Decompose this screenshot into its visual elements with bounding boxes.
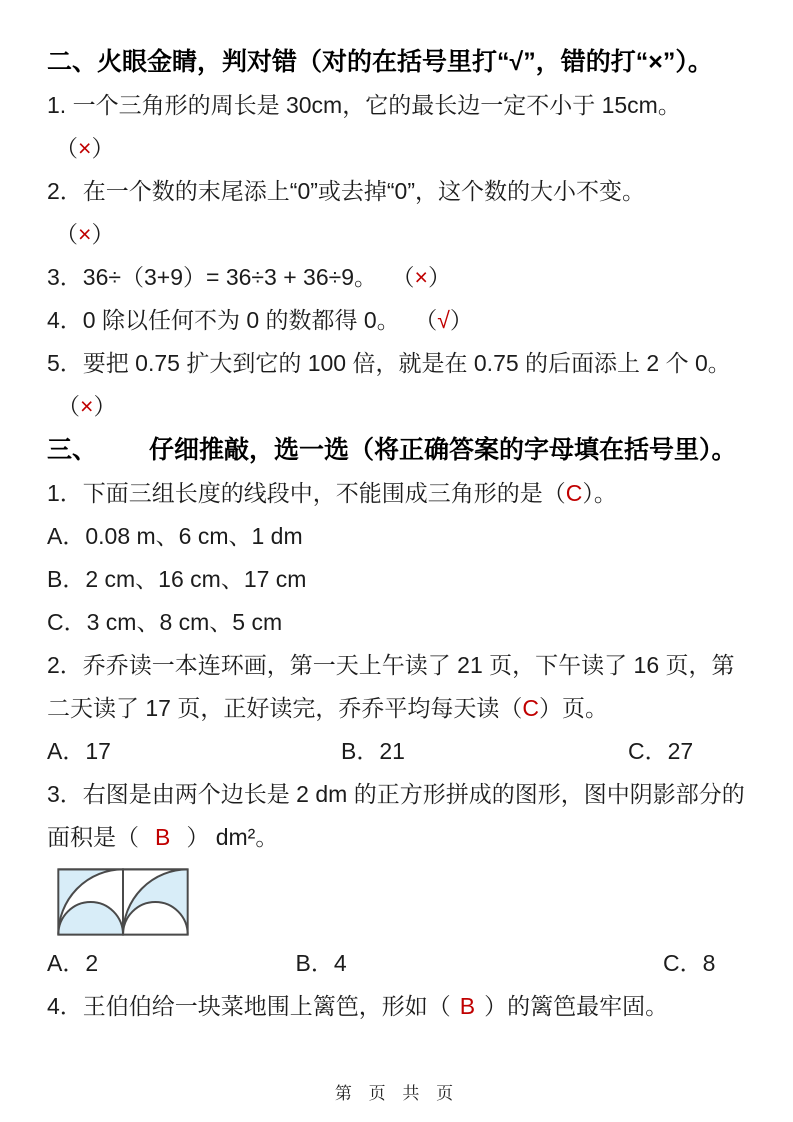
paren-open: （ [403,264,415,290]
tf-question-1 [47,84,747,127]
paren-open: （ [425,307,438,333]
paren-close: ） [93,393,117,419]
mc-question-1-text: 1．下面三组长度的线段中，不能围成三角形的是 [47,480,543,506]
answer-letter: C [522,695,539,721]
tf-question-3 [47,256,747,299]
paren-close: ） [91,135,115,161]
shaded-squares-figure [57,868,747,938]
mc-q1-option-a: A．0.08 m、6 cm、1 dm [47,523,303,549]
mc-q2-options-row [47,730,747,773]
tf-question-2-text: 2．在一个数的末尾添上“0”或去掉“0”，这个数的大小不变。 [47,178,646,204]
mc-q3-option-a: A．2 [47,950,99,976]
answer-mark: √ [437,307,450,333]
paren-close: ） [449,307,473,333]
two-squares-quarter-circle-figure [57,868,189,936]
mc-q1-option-c: C．3 cm、8 cm、5 cm [47,609,283,635]
answer-letter: C [565,480,583,506]
mc-question-1 [47,472,747,515]
tf-answer-3 [403,264,451,290]
mc-question-2 [47,644,747,730]
answer-mark: × [80,393,94,419]
tf-question-3-text: 3．36÷（3+9）= 36÷3 + 36÷9。 [47,264,378,290]
mc-question-4-text: 4．王伯伯给一块菜地围上篱笆，形如 [47,993,428,1019]
paren-close: ） [539,695,562,721]
paren-open: （ [427,993,451,1019]
answer-letter: B [155,824,171,850]
paren-open: （ [116,824,139,850]
tf-question-1-text: 1. 一个三角形的周长是 30cm，它的最长边一定不小于 15cm。 [47,92,681,118]
mc-question-3-suffix: dm²。 [215,824,279,850]
tf-answer-1 [47,127,747,170]
mc-question-2-text: 2．乔乔读一本连环画，第一天上午读了 21 页，下午读了 16 页，第二天读了 17 页，正好读完，乔乔平均每天读 [47,652,735,721]
tf-question-4-text: 4．0 除以任何不为 0 的数都得 0。 [47,307,400,333]
mc-q2-option-a: A．17 [47,738,111,764]
tf-answer-4 [426,307,473,333]
mc-q3-option-c: C．8 [663,950,716,976]
tf-question-2 [47,170,747,213]
tf-question-4 [47,299,747,342]
section-2-heading: 二、火眼金睛，判对错（对的在括号里打“√”，错的打“×”）。 [47,48,713,76]
paren-open: （ [55,135,78,161]
paren-close: ） [582,480,594,506]
paren-close: ） [186,824,210,850]
paren-open: （ [542,480,566,506]
mc-question-4-suffix: 的篱笆最牢固。 [507,993,669,1019]
paren-open: （ [57,393,80,419]
answer-mark: × [414,264,428,290]
answer-mark: × [78,135,92,161]
mc-question-4 [47,985,747,1028]
mc-question-3-text: 3．右图是由两个边长是 2 dm 的正方形拼成的图形，图中阴影部分的面积是 [47,781,745,850]
paren-close: ） [427,264,451,290]
section-3-title: 仔细推敲，选一选（将正确答案的字母填在括号里）。 [149,436,737,464]
paren-close: ） [91,221,115,247]
section-3-heading [47,428,747,472]
mc-question-1-suffix: 。 [593,480,617,506]
mc-q2-option-c: C．27 [628,738,694,764]
tf-question-5-text: 5．要把 0.75 扩大到它的 100 倍，就是在 0.75 的后面添上 2 个 0。 [47,350,731,376]
paren-open: （ [55,221,78,247]
mc-q2-option-b: B．21 [341,738,405,764]
paren-open: （ [499,695,523,721]
answer-mark: × [78,221,92,247]
page-footer: 第 页 共 页 [334,1084,460,1103]
mc-question-2-suffix: 页。 [562,695,608,721]
mc-q3-option-b: B．4 [295,950,347,976]
mc-q3-options-row [47,942,747,985]
paren-close: ） [484,993,508,1019]
section-3-label: 三、 [47,436,98,464]
tf-question-5 [47,342,747,428]
tf-answer-2 [47,213,747,256]
mc-q1-option-b: B．2 cm、16 cm、17 cm [47,566,307,592]
answer-letter: B [459,993,476,1019]
tf-answer-5 [57,393,116,419]
mc-question-3 [47,773,747,859]
